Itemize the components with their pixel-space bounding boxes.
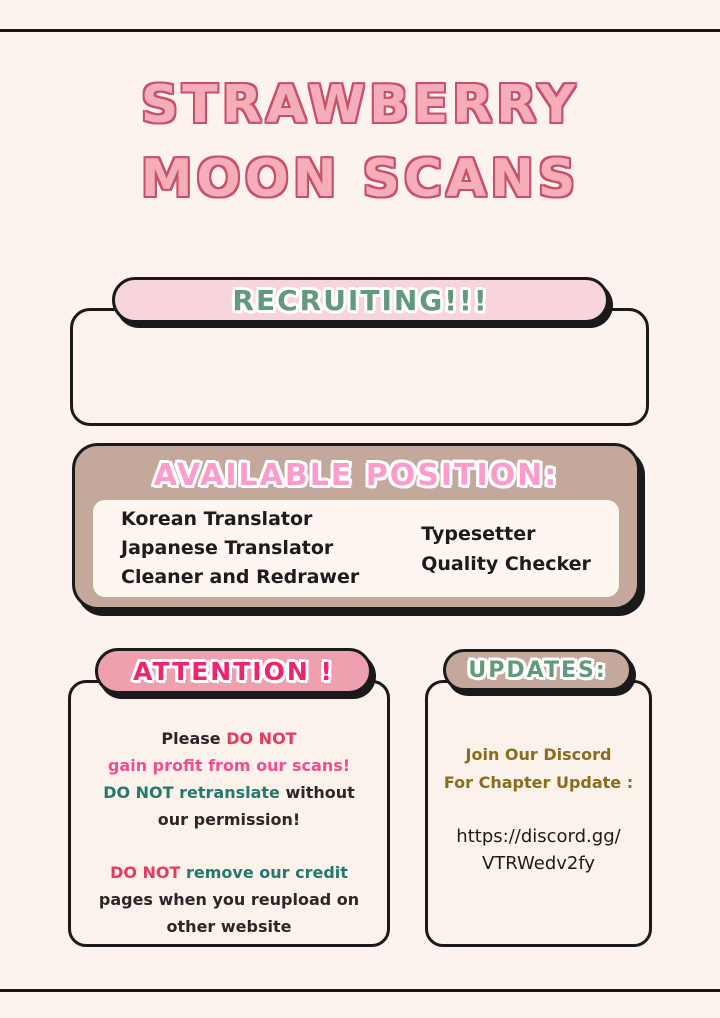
updates-discord-url: https://discord.gg/ VTRWedv2fy [456,826,621,874]
attention-header: ATTENTION ! [133,656,334,686]
attention-body [71,725,387,940]
top-divider [0,29,720,32]
updates-card [425,680,652,947]
positions-left-list: Korean Translator Japanese Translator Cleaner and Redrawer [121,508,360,588]
bottom-divider [0,989,720,992]
recruiting-card [70,308,649,426]
positions-header: AVAILABLE POSITION: [153,458,559,493]
updates-discord-text: Join Our Discord For Chapter Update : [443,745,634,792]
title-line-2: MOON SCANS [140,149,580,209]
attention-paragraph-1: Please DO NOT gain profit from our scans! DO NOT retranslate without our permission! [103,729,355,829]
attention-paragraph-2: DO NOT remove our credit pages when you reupload on other website [98,863,360,936]
recruiting-pill [112,277,609,323]
positions-card [72,443,640,610]
title-line-1: STRAWBERRY [140,75,580,135]
positions-right-list: Typesetter Quality Checker [421,522,591,575]
updates-pill [443,649,632,691]
recruiting-header: RECRUITING!!! [232,283,489,317]
updates-header: UPDATES: [468,657,607,683]
page-title [0,68,720,216]
positions-inner-panel [93,500,619,597]
attention-card [68,680,390,947]
attention-pill [95,648,372,694]
